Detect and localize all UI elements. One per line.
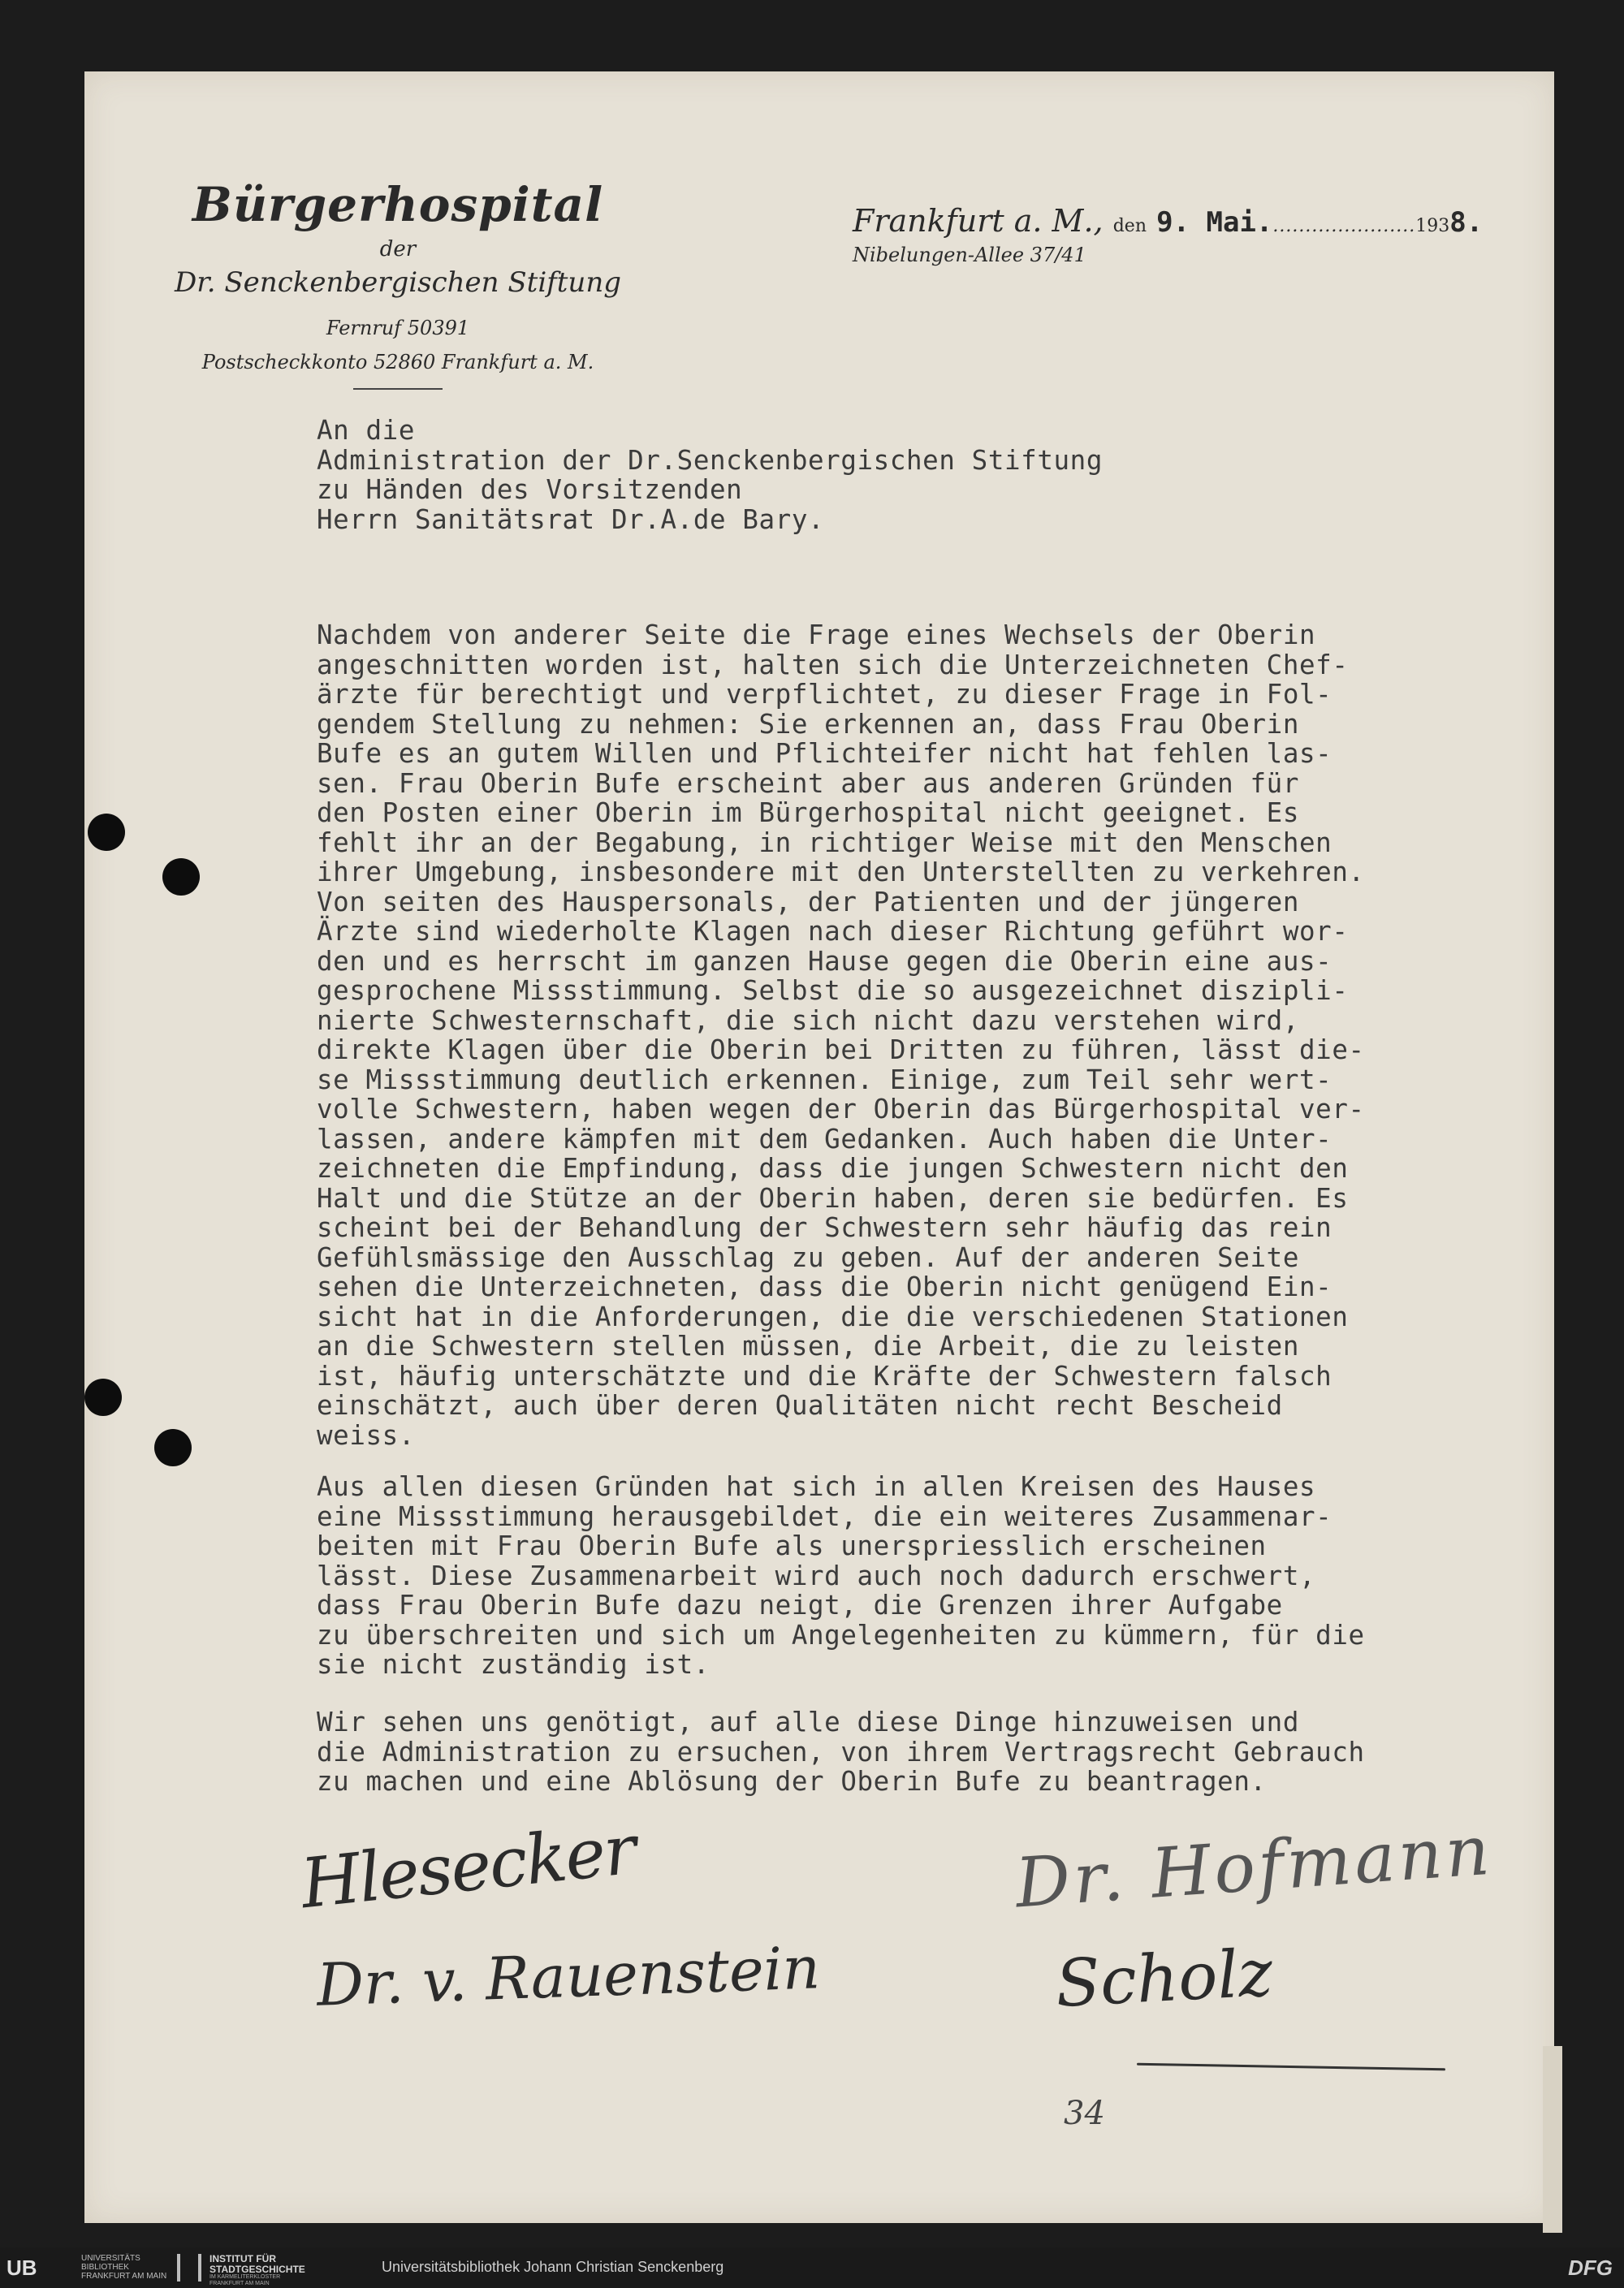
ub-logo: UB bbox=[6, 2256, 37, 2280]
dateline-place: Frankfurt a. M., bbox=[853, 203, 1104, 239]
text-line: zu machen und eine Ablösung der Oberin Bufe zu beantragen. bbox=[317, 1766, 1267, 1797]
text-line: Bufe es an gutem Willen und Pflichteifer nicht hat fehlen las- bbox=[317, 738, 1332, 769]
text-line: lassen, andere kämpfen mit dem Gedanken. Auch haben die Unter- bbox=[317, 1123, 1332, 1155]
text-line: gesprochene Missstimmung. Selbst die so ausgezeichnet diszipli- bbox=[317, 975, 1349, 1006]
punch-hole bbox=[84, 1379, 122, 1416]
text-line: zeichneten die Empfindung, dass die jungen Schwestern nicht den bbox=[317, 1153, 1349, 1184]
text-line: Von seiten des Hauspersonals, der Patienten und der jüngeren bbox=[317, 886, 1299, 917]
text-line: ihrer Umgebung, insbesondere mit den Unterstellten zu verkehren. bbox=[317, 857, 1365, 887]
recipient-line: An die bbox=[317, 415, 415, 446]
text-line: ärzte für berechtigt und verpflichtet, zu dieser Frage in Fol- bbox=[317, 679, 1332, 710]
ifs-logo-subtitle: IM KARMELITERKLOSTER FRANKFURT AM MAIN bbox=[209, 2274, 281, 2286]
text-line: scheint bei der Behandlung der Schwestern sehr häufig das rein bbox=[317, 1212, 1332, 1243]
text-line: Halt und die Stütze an der Oberin haben, deren sie bedürfen. Es bbox=[317, 1182, 1349, 1214]
text-line: sen. Frau Oberin Bufe erscheint aber aus anderen Gründen für bbox=[317, 767, 1299, 799]
text-line: sehen die Unterzeichneten, dass die Oberin nicht genügend Ein- bbox=[317, 1271, 1332, 1302]
recipient-line: Administration der Dr.Senckenbergischen Stiftung bbox=[317, 444, 1103, 476]
text-line: sicht hat in die Anforderungen, die die verschiedenen Stationen bbox=[317, 1301, 1349, 1332]
text-line: weiss. bbox=[317, 1419, 415, 1451]
text-line: direkte Klagen über die Oberin bei Dritten zu führen, lässt die- bbox=[317, 1034, 1365, 1065]
text-line: Wir sehen uns genötigt, auf alle diese Dinge hinzuweisen und bbox=[317, 1707, 1299, 1738]
recipient-block bbox=[317, 416, 1551, 534]
text-line: dass Frau Oberin Bufe dazu neigt, die Grenzen ihrer Aufgabe bbox=[317, 1590, 1283, 1621]
letterhead-foundation: Dr. Senckenbergischen Stiftung bbox=[175, 266, 621, 299]
paragraph-2 bbox=[317, 1472, 1551, 1680]
paper-edge bbox=[1543, 2046, 1562, 2233]
signature-left-bottom: Dr. v. Rauenstein bbox=[315, 1933, 822, 2019]
ub-logo-text: UNIVERSITÄTS BIBLIOTHEK FRANKFURT AM MAIN bbox=[81, 2254, 167, 2281]
letterhead-divider bbox=[353, 388, 443, 390]
text-line: den Posten einer Oberin im Bürgerhospital nicht geeignet. Es bbox=[317, 797, 1299, 828]
letterhead-postal-account: Postscheckkonto 52860 Frankfurt a. M. bbox=[201, 351, 594, 373]
text-line: lässt. Diese Zusammenarbeit wird auch noch dadurch erschwert, bbox=[317, 1560, 1316, 1591]
recipient-line: Herrn Sanitätsrat Dr.A.de Bary. bbox=[317, 503, 825, 535]
text-line: zu überschreiten und sich um Angelegenheiten zu kümmern, für die bbox=[317, 1619, 1365, 1651]
archive-footer bbox=[0, 2247, 1624, 2288]
ifs-logo-title: INSTITUT FÜR STADTGESCHICHTE bbox=[209, 2253, 305, 2275]
dateline-year-prefix: 193 bbox=[1415, 216, 1450, 236]
letterhead-name: Bürgerhospital bbox=[192, 177, 604, 232]
signature-right-bottom: Scholz bbox=[1053, 1935, 1275, 2022]
text-line: beiten mit Frau Oberin Bufe als unerspriesslich erscheinen bbox=[317, 1530, 1267, 1561]
paragraph-1 bbox=[317, 620, 1551, 1450]
text-line: Nachdem von anderer Seite die Frage eines Wechsels der Oberin bbox=[317, 619, 1316, 650]
letterhead bbox=[138, 114, 658, 390]
text-line: gendem Stellung zu nehmen: Sie erkennen an, dass Frau Oberin bbox=[317, 708, 1299, 740]
text-line: die Administration zu ersuchen, von ihrem Vertragsrecht Gebrauch bbox=[317, 1736, 1365, 1768]
punch-hole bbox=[162, 858, 200, 896]
dateline-dots: ...................... bbox=[1272, 216, 1416, 236]
dateline-date: 9. Mai. bbox=[1156, 206, 1273, 239]
dateline-street: Nibelungen-Allee 37/41 bbox=[853, 244, 1086, 266]
recipient-line: zu Händen des Vorsitzenden bbox=[317, 474, 743, 505]
dateline-year-suffix: 8. bbox=[1449, 206, 1484, 239]
folio-number: 34 bbox=[1064, 2095, 1105, 2132]
text-line: Ärzte sind wiederholte Klagen nach dieser Richtung geführt wor- bbox=[317, 916, 1349, 947]
text-line: eine Missstimmung herausgebildet, die ein weiteres Zusammenar- bbox=[317, 1500, 1332, 1532]
text-line: sie nicht zuständig ist. bbox=[317, 1649, 710, 1680]
text-line: se Missstimmung deutlich erkennen. Einige, zum Teil sehr wert- bbox=[317, 1064, 1332, 1095]
signature-left-top: Hlesecker bbox=[297, 1809, 639, 1924]
letterhead-der: der bbox=[379, 237, 417, 261]
text-line: angeschnitten worden ist, halten sich die Unterzeichneten Chef- bbox=[317, 649, 1349, 680]
dateline-den: den bbox=[1112, 216, 1147, 236]
text-line: ist, häufig unterschätzte und die Kräfte der Schwestern falsch bbox=[317, 1360, 1332, 1392]
dfg-logo: DFG bbox=[1568, 2256, 1613, 2280]
punch-hole bbox=[88, 814, 125, 851]
signature-right-top: Dr. Hofmann bbox=[1013, 1810, 1496, 1923]
library-name: Universitätsbibliothek Johann Christian Senckenberg bbox=[382, 2259, 724, 2275]
paragraph-3 bbox=[317, 1707, 1551, 1797]
text-line: einschätzt, auch über deren Qualitäten nicht recht Bescheid bbox=[317, 1390, 1283, 1421]
dateline bbox=[853, 203, 1483, 266]
ifs-logo-icon bbox=[177, 2254, 201, 2282]
text-line: an die Schwestern stellen müssen, die Arbeit, die zu leisten bbox=[317, 1331, 1299, 1362]
text-line: fehlt ihr an der Begabung, in richtiger Weise mit den Menschen bbox=[317, 827, 1332, 858]
text-line: Gefühlsmässige den Ausschlag zu geben. Auf der anderen Seite bbox=[317, 1241, 1299, 1273]
text-line: Aus allen diesen Gründen hat sich in allen Kreisen des Hauses bbox=[317, 1471, 1316, 1502]
text-line: nierte Schwesternschaft, die sich nicht dazu verstehen wird, bbox=[317, 1004, 1299, 1036]
text-line: volle Schwestern, haben wegen der Oberin das Bürgerhospital ver- bbox=[317, 1094, 1365, 1125]
punch-hole bbox=[154, 1429, 192, 1466]
letterhead-phone: Fernruf 50391 bbox=[326, 317, 470, 339]
text-line: den und es herrscht im ganzen Hause gegen die Oberin eine aus- bbox=[317, 945, 1332, 977]
